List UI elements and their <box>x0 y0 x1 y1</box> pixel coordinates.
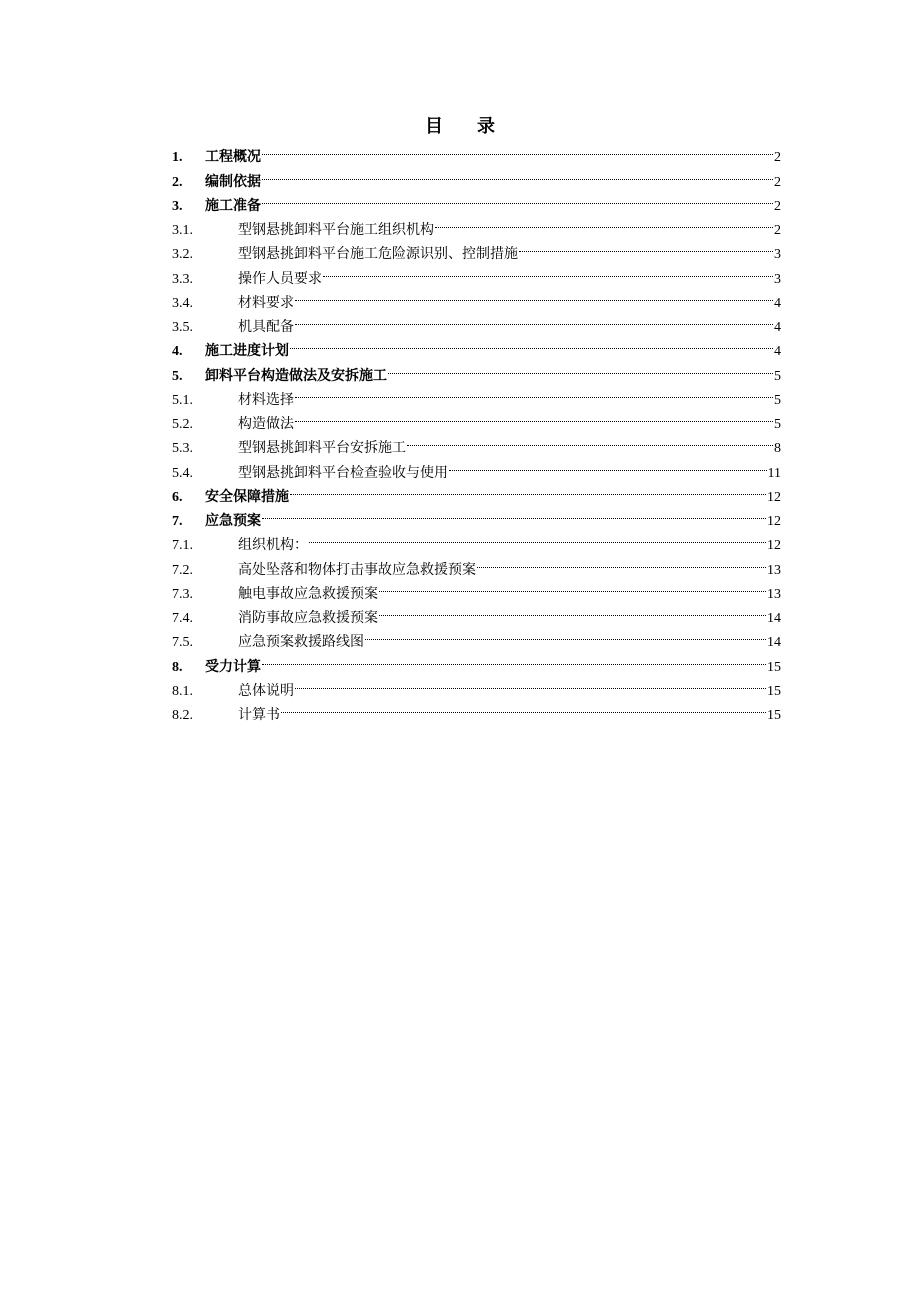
toc-entry-page: 4 <box>774 295 781 311</box>
toc-entry-number: 7.3. <box>172 586 193 602</box>
toc-entry-page: 13 <box>767 586 781 602</box>
toc-dot-leader <box>290 331 773 355</box>
toc-entry-title: 型钢悬挑卸料平台安拆施工 <box>238 441 406 457</box>
toc-entry-number: 7. <box>172 514 183 529</box>
toc-entry[interactable] <box>172 525 781 554</box>
toc-entry-page: 3 <box>774 247 781 263</box>
toc-dot-leader <box>262 501 766 525</box>
toc-entry-title: 施工准备 <box>205 198 261 214</box>
toc-entry[interactable] <box>172 186 781 214</box>
toc-entry-number: 3.1. <box>172 223 193 238</box>
toc-entry-page: 4 <box>774 320 781 335</box>
toc-entry-number: 3.2. <box>172 247 193 263</box>
toc-dot-leader <box>295 404 773 428</box>
toc-entry-number: 2. <box>172 174 183 190</box>
toc-entry-number: 7.4. <box>172 611 193 626</box>
toc-entry-number: 8.2. <box>172 708 193 723</box>
toc-entry-number: 7.1. <box>172 538 193 554</box>
toc-dot-leader <box>262 137 773 161</box>
toc-entry-page: 11 <box>767 465 781 481</box>
toc-entry-page: 15 <box>767 708 781 723</box>
toc-entry-title: 应急预案救援路线图 <box>238 635 364 651</box>
toc-entry-number: 6. <box>172 489 183 505</box>
toc-title-left: 目 <box>425 116 443 136</box>
toc-entry-title: 组织机构： <box>238 538 308 554</box>
toc-list <box>172 137 781 723</box>
toc-dot-leader <box>262 161 773 185</box>
toc-entry-number: 5. <box>172 368 183 384</box>
toc-entry-page: 12 <box>767 538 781 554</box>
toc-dot-leader <box>262 646 766 670</box>
toc-entry-number: 7.5. <box>172 635 193 651</box>
toc-entry-number: 5.1. <box>172 392 193 408</box>
toc-entry-number: 8. <box>172 659 183 675</box>
toc-entry-page: 13 <box>767 562 781 578</box>
toc-entry-page: 12 <box>767 489 781 505</box>
toc-dot-leader <box>407 428 773 452</box>
toc-entry-page: 5 <box>774 417 781 432</box>
toc-entry-title: 总体说明 <box>238 683 294 699</box>
toc-entry-page: 3 <box>774 271 781 287</box>
toc-dot-leader <box>262 186 773 210</box>
toc-dot-leader <box>477 549 766 573</box>
toc-entry-title: 工程概况 <box>205 150 261 166</box>
toc-title <box>0 112 920 138</box>
toc-entry-title: 消防事故应急救援预案 <box>238 611 378 626</box>
toc-entry-title: 施工进度计划 <box>205 344 289 360</box>
toc-entry-title: 高处坠落和物体打击事故应急救援预案 <box>238 562 476 578</box>
toc-entry-page: 2 <box>774 174 781 190</box>
toc-entry[interactable] <box>172 646 781 675</box>
toc-entry-number: 3.3. <box>172 271 193 287</box>
toc-dot-leader <box>295 307 773 331</box>
toc-entry[interactable] <box>172 671 781 699</box>
toc-entry-page: 15 <box>767 683 781 699</box>
toc-entry-page: 4 <box>774 344 781 360</box>
toc-dot-leader <box>519 234 773 258</box>
toc-dot-leader <box>323 258 773 282</box>
toc-dot-leader <box>281 695 766 719</box>
toc-entry-number: 3. <box>172 198 183 214</box>
toc-entry-title: 材料要求 <box>238 295 294 311</box>
toc-entry-page: 5 <box>774 368 781 384</box>
toc-dot-leader <box>379 598 766 622</box>
toc-dot-leader <box>295 283 773 307</box>
toc-entry-title: 材料选择 <box>238 392 294 408</box>
toc-entry-number: 5.2. <box>172 417 193 432</box>
toc-entry-number: 5.4. <box>172 465 193 481</box>
toc-entry-page: 2 <box>774 223 781 238</box>
toc-title-right: 录 <box>477 116 495 136</box>
toc-entry-title: 受力计算 <box>205 659 261 675</box>
toc-entry[interactable] <box>172 137 781 166</box>
toc-entry-page: 15 <box>767 659 781 675</box>
toc-entry-number: 5.3. <box>172 441 193 457</box>
toc-entry-title: 卸料平台构造做法及安拆施工 <box>205 368 387 384</box>
toc-entry-title: 机具配备 <box>238 320 294 335</box>
toc-entry[interactable] <box>172 210 781 238</box>
toc-dot-leader <box>309 525 766 549</box>
toc-entry-page: 5 <box>774 392 781 408</box>
toc-entry-page: 2 <box>774 150 781 166</box>
toc-entry-number: 3.4. <box>172 295 193 311</box>
toc-entry-page: 14 <box>767 611 781 626</box>
toc-dot-leader <box>290 477 766 501</box>
toc-entry-page: 2 <box>774 198 781 214</box>
toc-entry-title: 型钢悬挑卸料平台施工危险源识别、控制措施 <box>238 247 518 263</box>
toc-entry-page: 14 <box>767 635 781 651</box>
toc-dot-leader <box>295 380 773 404</box>
toc-entry-number: 1. <box>172 150 183 166</box>
toc-entry-title: 应急预案 <box>205 514 261 529</box>
toc-entry-title: 操作人员要求 <box>238 271 322 287</box>
toc-dot-leader <box>435 210 773 234</box>
toc-entry-title: 安全保障措施 <box>205 489 289 505</box>
toc-dot-leader <box>365 622 766 646</box>
toc-entry-number: 8.1. <box>172 683 193 699</box>
toc-entry-page: 8 <box>774 441 781 457</box>
toc-entry-title: 构造做法 <box>238 417 294 432</box>
toc-entry-page: 12 <box>767 514 781 529</box>
toc-dot-leader <box>379 574 766 598</box>
toc-entry[interactable] <box>172 501 781 529</box>
toc-dot-leader <box>449 452 767 476</box>
toc-entry-number: 7.2. <box>172 562 193 578</box>
toc-entry-number: 4. <box>172 344 183 360</box>
toc-entry-title: 计算书 <box>238 708 280 723</box>
toc-entry-number: 3.5. <box>172 320 193 335</box>
toc-entry-title: 型钢悬挑卸料平台施工组织机构 <box>238 223 434 238</box>
toc-dot-leader <box>295 671 766 695</box>
toc-entry-title: 触电事故应急救援预案 <box>238 586 378 602</box>
toc-entry[interactable] <box>172 161 781 190</box>
toc-entry-title: 型钢悬挑卸料平台检查验收与使用 <box>238 465 448 481</box>
toc-entry-title: 编制依据 <box>205 174 261 190</box>
toc-dot-leader <box>388 355 773 379</box>
